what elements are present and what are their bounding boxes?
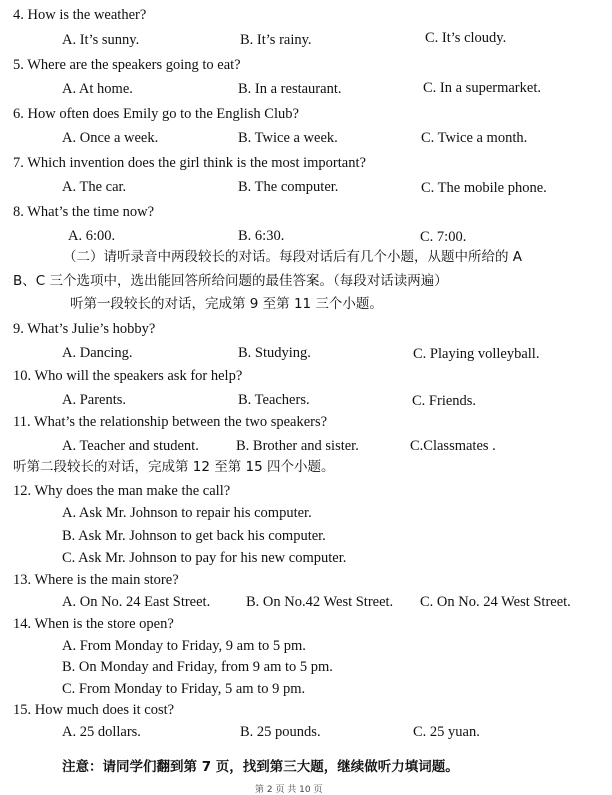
question-13: 13. Where is the main store? bbox=[13, 572, 179, 588]
q10-option-a: A. Parents. bbox=[62, 392, 127, 408]
q12-option-a: A. Ask Mr. Johnson to repair his computer. bbox=[62, 505, 312, 521]
page-footer: 第 2 页 共 10 页 bbox=[255, 785, 323, 795]
q10-option-b: B. Teachers. bbox=[238, 392, 310, 408]
q15-option-b: B. 25 pounds. bbox=[240, 724, 321, 740]
question-6: 6. How often does Emily go to the English Club? bbox=[13, 106, 299, 122]
q13-option-c: C. On No. 24 West Street. bbox=[420, 594, 571, 610]
page-note: 注意：请同学们翻到第 7 页，找到第三大题，继续做听力填词题。 bbox=[62, 759, 459, 775]
q15-option-c: C. 25 yuan. bbox=[413, 724, 480, 740]
q5-option-c: C. In a supermarket. bbox=[423, 80, 541, 96]
dialog-2-instruction: 听第二段较长的对话，完成第 12 至第 15 四个小题。 bbox=[13, 459, 335, 475]
q6-option-b: B. Twice a week. bbox=[238, 130, 338, 146]
q13-option-a: A. On No. 24 East Street. bbox=[62, 594, 211, 610]
q5-option-b: B. In a restaurant. bbox=[238, 81, 342, 97]
q13-option-b: B. On No.42 West Street. bbox=[246, 594, 394, 610]
question-12: 12. Why does the man make the call? bbox=[13, 483, 231, 499]
dialog-1-instruction: 听第一段较长的对话，完成第 9 至第 11 三个小题。 bbox=[70, 296, 383, 312]
q15-option-a: A. 25 dollars. bbox=[62, 724, 141, 740]
question-15: 15. How much does it cost? bbox=[13, 702, 175, 718]
q6-option-c: C. Twice a month. bbox=[421, 130, 528, 146]
q14-option-c: C. From Monday to Friday, 5 am to 9 pm. bbox=[62, 681, 306, 697]
question-4: 4. How is the weather? bbox=[13, 7, 147, 23]
q8-option-c: C. 7:00. bbox=[420, 229, 467, 245]
q8-option-b: B. 6:30. bbox=[238, 228, 285, 244]
question-5: 5. Where are the speakers going to eat? bbox=[13, 57, 241, 73]
q8-option-a: A. 6:00. bbox=[68, 228, 116, 244]
question-7: 7. Which invention does the girl think is the most important? bbox=[13, 155, 366, 171]
q12-option-b: B. Ask Mr. Johnson to get back his computer. bbox=[62, 528, 326, 544]
question-11: 11. What’s the relationship between the two speakers? bbox=[13, 414, 328, 430]
q6-option-a: A. Once a week. bbox=[62, 130, 159, 146]
question-9: 9. What’s Julie’s hobby? bbox=[13, 321, 156, 337]
q9-option-b: B. Studying. bbox=[238, 345, 311, 361]
q12-option-c: C. Ask Mr. Johnson to pay for his new computer. bbox=[62, 550, 347, 566]
q4-option-b: B. It’s rainy. bbox=[240, 32, 312, 48]
section-2-instruction-line-2: B、C 三个选项中，选出能回答所给问题的最佳答案。（每段对话读两遍） bbox=[13, 273, 448, 289]
question-10: 10. Who will the speakers ask for help? bbox=[13, 368, 243, 384]
q11-option-c: C.Classmates . bbox=[410, 438, 496, 454]
q14-option-b: B. On Monday and Friday, from 9 am to 5 pm. bbox=[62, 659, 333, 675]
q7-option-c: C. The mobile phone. bbox=[421, 180, 547, 196]
q7-option-a: A. The car. bbox=[62, 179, 127, 195]
question-14: 14. When is the store open? bbox=[13, 616, 174, 632]
q10-option-c: C. Friends. bbox=[412, 393, 477, 409]
q9-option-a: A. Dancing. bbox=[62, 345, 133, 361]
q11-option-b: B. Brother and sister. bbox=[236, 438, 359, 454]
q7-option-b: B. The computer. bbox=[238, 179, 339, 195]
q4-option-c: C. It’s cloudy. bbox=[425, 30, 507, 46]
question-8: 8. What’s the time now? bbox=[13, 204, 155, 220]
q4-option-a: A. It’s sunny. bbox=[62, 32, 140, 48]
section-2-instruction-line-1: （二）请听录音中两段较长的对话。每段对话后有几个小题，从题中所给的 A bbox=[63, 249, 523, 265]
q14-option-a: A. From Monday to Friday, 9 am to 5 pm. bbox=[62, 638, 306, 654]
q11-option-a: A. Teacher and student. bbox=[62, 438, 199, 454]
q5-option-a: A. At home. bbox=[62, 81, 133, 97]
q9-option-c: C. Playing volleyball. bbox=[413, 346, 540, 362]
